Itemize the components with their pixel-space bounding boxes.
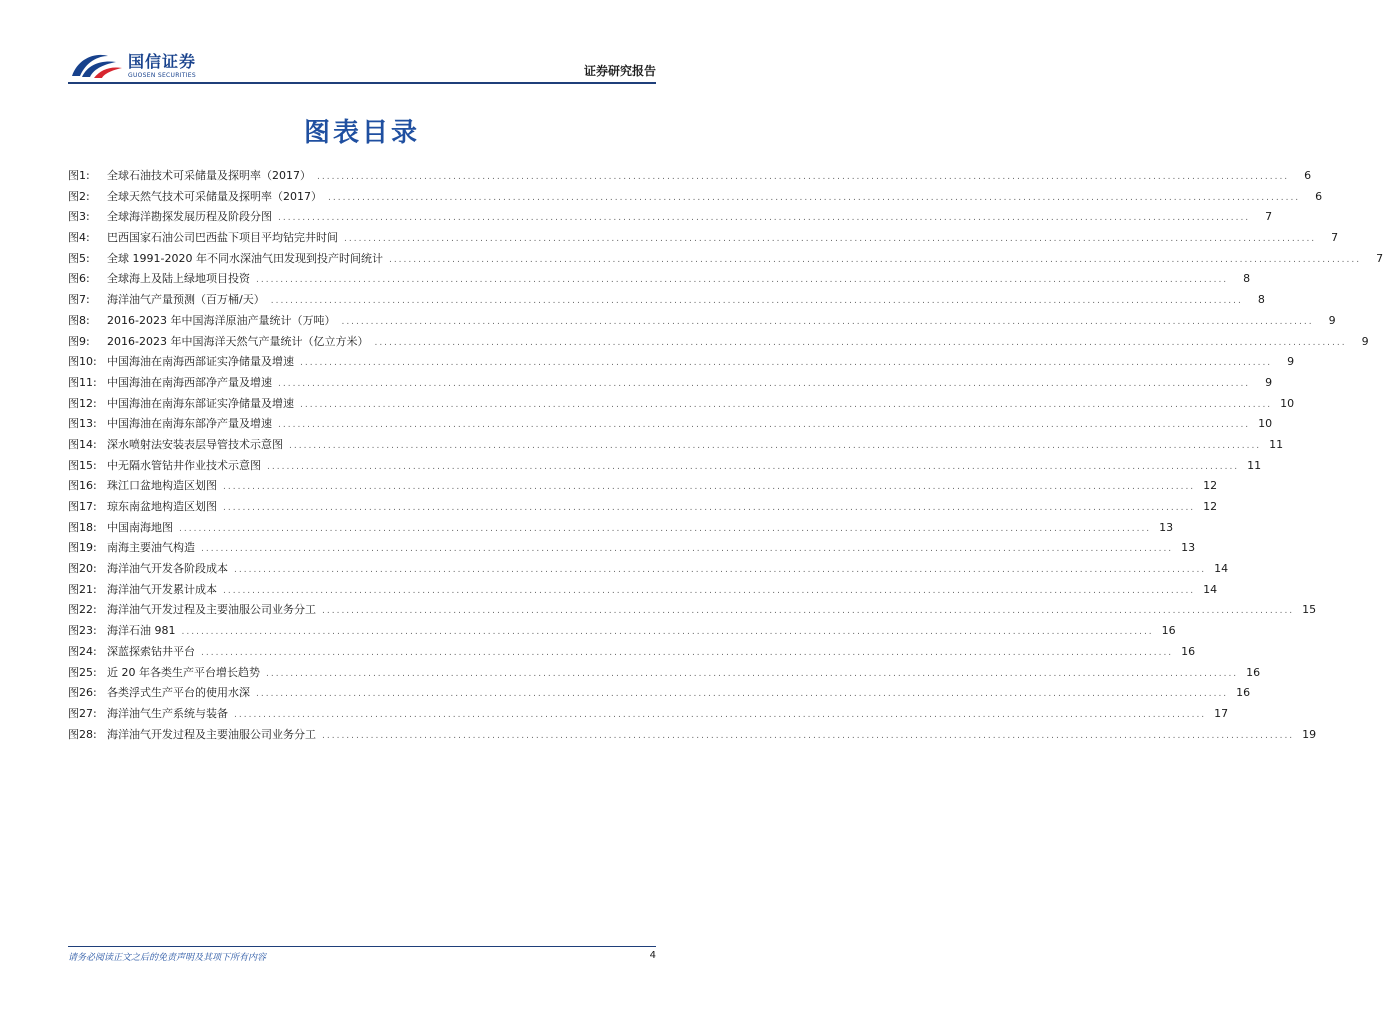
toc-dot-leader: ........................................................................................................................................................................................................: [223, 503, 1196, 513]
toc-entry-page[interactable]: 12: [1203, 479, 1218, 493]
toc-dot-leader: ........................................................................................................................................................................................................: [317, 172, 1290, 182]
toc-entry-page[interactable]: 9: [1265, 375, 1273, 389]
toc-entry-title[interactable]: 巴西国家石油公司巴西盐下项目平均钻完井时间: [107, 231, 338, 245]
toc-entry-title[interactable]: 全球石油技术可采储量及探明率（2017）: [107, 169, 311, 182]
toc-entry-title[interactable]: 海洋油气开发过程及主要油服公司业务分工: [107, 727, 316, 741]
toc-entry[interactable]: [68, 663, 1261, 684]
toc-entry-page[interactable]: 6: [1315, 189, 1323, 203]
toc-entry-title[interactable]: 中国海油在南海东部净产量及增速: [107, 417, 272, 431]
toc-entry[interactable]: [68, 394, 1295, 415]
toc-entry-label: 图21:: [68, 582, 97, 596]
toc-entry-label: 图3:: [68, 210, 90, 224]
toc-entry-title[interactable]: 中国海油在南海东部证实净储量及增速: [107, 396, 294, 410]
toc-entry[interactable]: [68, 187, 1323, 208]
toc-entry-page[interactable]: 10: [1258, 417, 1273, 431]
toc-dot-leader: ........................................................................................................................................................................................................: [234, 565, 1207, 576]
toc-dot-leader: ........................................................................................................................................................................................................: [344, 234, 1317, 245]
toc-entry[interactable]: [68, 642, 1196, 663]
toc-entry-page[interactable]: 9: [1287, 355, 1295, 369]
toc-entry[interactable]: [68, 704, 1229, 725]
toc-entry-title[interactable]: 近 20 年各类生产平台增长趋势: [107, 665, 260, 679]
report-type-label: 证券研究报告: [583, 64, 656, 78]
toc-dot-leader: ........................................................................................................................................................................................................: [328, 192, 1301, 203]
toc-entry-label: 图10:: [68, 355, 97, 369]
toc-entry[interactable]: [68, 269, 1251, 290]
toc-entry-label: 图28:: [68, 727, 97, 741]
toc-entry-label: 图17:: [68, 500, 97, 513]
toc-entry-title[interactable]: 海洋油气开发累计成本: [107, 582, 217, 596]
guosen-logo-icon: [68, 50, 124, 82]
toc-entry-label: 图6:: [68, 272, 90, 286]
toc-entry-label: 图24:: [68, 644, 97, 658]
toc-entry-label: 图25:: [68, 665, 97, 679]
toc-entry[interactable]: [68, 311, 1336, 332]
toc-dot-leader: ........................................................................................................................................................................................................: [341, 316, 1314, 327]
toc-entry-title[interactable]: 各类浮式生产平台的使用水深: [107, 686, 250, 700]
toc-entry-label: 图27:: [68, 706, 97, 720]
toc-entry[interactable]: [68, 518, 1174, 539]
toc-dot-leader: ........................................................................................................................................................................................................: [256, 689, 1229, 700]
toc-entry-page[interactable]: 19: [1302, 727, 1317, 741]
toc-entry[interactable]: [68, 332, 1369, 353]
toc-entry-page[interactable]: 16: [1181, 644, 1196, 658]
toc-entry-title[interactable]: 中无隔水管钻井作业技术示意图: [107, 458, 261, 472]
toc-entry-title[interactable]: 海洋油气开发过程及主要油服公司业务分工: [107, 603, 316, 617]
toc-entry-title[interactable]: 中国南海地图: [107, 520, 173, 534]
toc-dot-leader: ........................................................................................................................................................................................................: [270, 296, 1243, 307]
toc-dot-leader: ........................................................................................................................................................................................................: [234, 709, 1207, 720]
toc-dot-leader: ........................................................................................................................................................................................................: [179, 523, 1152, 534]
toc-entry[interactable]: [68, 166, 1312, 187]
toc-entry-label: 图9:: [68, 334, 90, 348]
toc-dot-leader: ........................................................................................................................................................................................................: [266, 668, 1239, 679]
toc-entry-page[interactable]: 11: [1247, 458, 1262, 472]
toc-entry-page[interactable]: 14: [1203, 582, 1218, 596]
toc-entry-label: 图15:: [68, 458, 97, 472]
toc-entry-title[interactable]: 全球天然气技术可采储量及探明率（2017）: [107, 189, 322, 203]
toc-entry-title[interactable]: 珠江口盆地构造区划图: [107, 479, 217, 493]
toc-dot-leader: ........................................................................................................................................................................................................: [201, 647, 1174, 658]
toc-entry-label: 图5:: [68, 251, 90, 265]
toc-entry[interactable]: [68, 352, 1295, 373]
toc-entry-title[interactable]: 2016-2023 年中国海洋原油产量统计（万吨）: [107, 313, 336, 327]
toc-dot-leader: ........................................................................................................................................................................................................: [201, 544, 1174, 555]
toc-entry-label: 图8:: [68, 313, 90, 327]
toc-entry-label: 图12:: [68, 396, 97, 410]
toc-entry[interactable]: [68, 456, 1262, 477]
toc-entry-page[interactable]: 7: [1265, 210, 1273, 224]
toc-entry-title[interactable]: 深水喷射法安装表层导管技术示意图: [107, 437, 283, 451]
toc-dot-leader: ........................................................................................................................................................................................................: [300, 399, 1273, 410]
toc-dot-leader: ........................................................................................................................................................................................................: [223, 482, 1196, 493]
footer-disclaimer: 请务必阅读正文之后的免责声明及其项下所有内容: [68, 953, 267, 963]
toc-entry-label: 图22:: [68, 603, 97, 617]
toc-entry-page[interactable]: 16: [1236, 686, 1251, 700]
toc-entry-page[interactable]: 13: [1181, 541, 1196, 555]
toc-entry-label: 图23:: [68, 624, 97, 638]
page-header: [68, 50, 656, 82]
toc-entry[interactable]: [68, 414, 1273, 435]
toc-entry-page[interactable]: 16: [1246, 665, 1261, 679]
toc-entry-title[interactable]: 海洋油气生产系统与装备: [107, 706, 228, 720]
toc-entry[interactable]: [68, 476, 1218, 497]
toc-dot-leader: ........................................................................................................................................................................................................: [289, 440, 1262, 451]
toc-entry[interactable]: [68, 207, 1273, 228]
toc-entry-page[interactable]: 12: [1203, 500, 1218, 513]
toc-entry-page[interactable]: 11: [1269, 437, 1284, 451]
toc-entry-label: 图2:: [68, 189, 90, 203]
toc-entry-page[interactable]: 6: [1304, 169, 1312, 182]
toc-entry-page[interactable]: 15: [1302, 603, 1317, 617]
toc-dot-leader: ........................................................................................................................................................................................................: [374, 337, 1347, 348]
toc-entry[interactable]: [68, 249, 1383, 270]
toc-entry-label: 图7:: [68, 293, 90, 307]
toc-entry-title[interactable]: 中国海油在南海西部净产量及增速: [107, 375, 272, 389]
toc-entry-label: 图13:: [68, 417, 97, 431]
toc-entry-page[interactable]: 9: [1328, 313, 1336, 327]
toc-entry[interactable]: [68, 373, 1273, 394]
toc-dot-leader: ........................................................................................................................................................................................................: [223, 585, 1196, 596]
toc-entry-page[interactable]: 8: [1243, 272, 1251, 286]
toc-entry-title[interactable]: 中国海油在南海西部证实净储量及增速: [107, 355, 294, 369]
footer-divider: [68, 946, 656, 947]
guosen-logo: [68, 50, 196, 82]
toc-entry-title[interactable]: 南海主要油气构造: [107, 541, 195, 555]
toc-entry[interactable]: [68, 683, 1251, 704]
toc-entry-title[interactable]: 琼东南盆地构造区划图: [107, 500, 217, 513]
toc-entry-title[interactable]: 海洋石油 981: [107, 624, 176, 638]
toc-entry-title[interactable]: 全球 1991-2020 年不同水深油气田发现到投产时间统计: [107, 251, 383, 265]
toc-entry-label: 图16:: [68, 479, 97, 493]
toc-entry[interactable]: [68, 600, 1317, 621]
toc-entry-label: 图14:: [68, 437, 97, 451]
header-divider: [68, 82, 656, 84]
toc-dot-leader: ........................................................................................................................................................................................................: [267, 461, 1240, 472]
toc-entry-page[interactable]: 14: [1214, 562, 1229, 576]
toc-dot-leader: ........................................................................................................................................................................................................: [278, 420, 1251, 431]
toc-entry[interactable]: [68, 435, 1284, 456]
toc-entry-title[interactable]: 全球海上及陆上绿地项目投资: [107, 272, 250, 286]
logo-english-name: GUOSEN SECURITIES: [128, 71, 197, 79]
toc-entry-title[interactable]: 2016-2023 年中国海洋天然气产量统计（亿立方米）: [107, 334, 369, 348]
toc-entry-label: 图1:: [68, 169, 90, 182]
toc-entry[interactable]: [68, 290, 1265, 311]
toc-entry-page[interactable]: 16: [1161, 624, 1176, 638]
page-number: 4: [649, 950, 656, 961]
toc-entry-label: 图4:: [68, 231, 90, 245]
toc-entry-page[interactable]: 8: [1257, 293, 1265, 307]
logo-chinese-name: 国信证券: [128, 51, 197, 71]
toc-entry-page[interactable]: 10: [1280, 396, 1295, 410]
toc-entry-label: 图11:: [68, 375, 97, 389]
toc-entry-page[interactable]: 13: [1159, 520, 1174, 534]
toc-entry[interactable]: [68, 725, 1317, 746]
toc-entry-title[interactable]: 海洋油气产量预测（百万桶/天）: [107, 293, 265, 307]
toc-dot-leader: ........................................................................................................................................................................................................: [278, 378, 1251, 389]
toc-entry[interactable]: [68, 538, 1196, 559]
toc-entry-page[interactable]: 17: [1214, 706, 1229, 720]
toc-dot-leader: ........................................................................................................................................................................................................: [300, 358, 1273, 369]
toc-dot-leader: ........................................................................................................................................................................................................: [322, 730, 1295, 741]
toc-entry-page[interactable]: 7: [1376, 251, 1383, 265]
toc-entry-label: 图19:: [68, 541, 97, 555]
toc-entry-page[interactable]: 9: [1361, 334, 1369, 348]
toc-entry[interactable]: [68, 228, 1339, 249]
page-title: 图表目录: [303, 118, 420, 148]
toc-dot-leader: ........................................................................................................................................................................................................: [388, 254, 1362, 265]
toc-entry-label: 图20:: [68, 562, 97, 576]
figure-toc-list: [68, 166, 1383, 745]
toc-entry-label: 图26:: [68, 686, 97, 700]
toc-entry[interactable]: [68, 580, 1218, 601]
toc-entry-title[interactable]: 全球海洋勘探发展历程及阶段分图: [107, 210, 272, 224]
toc-entry-title[interactable]: 深蓝探索钻井平台: [107, 644, 195, 658]
toc-entry[interactable]: [68, 497, 1218, 518]
toc-entry[interactable]: [68, 559, 1229, 580]
toc-dot-leader: ........................................................................................................................................................................................................: [278, 213, 1251, 224]
toc-entry[interactable]: [68, 621, 1176, 642]
toc-dot-leader: ........................................................................................................................................................................................................: [181, 627, 1154, 638]
toc-entry-title[interactable]: 海洋油气开发各阶段成本: [107, 562, 228, 576]
toc-entry-page[interactable]: 7: [1331, 231, 1339, 245]
toc-dot-leader: ........................................................................................................................................................................................................: [322, 606, 1295, 617]
toc-entry-label: 图18:: [68, 520, 97, 534]
toc-dot-leader: ........................................................................................................................................................................................................: [256, 275, 1229, 286]
